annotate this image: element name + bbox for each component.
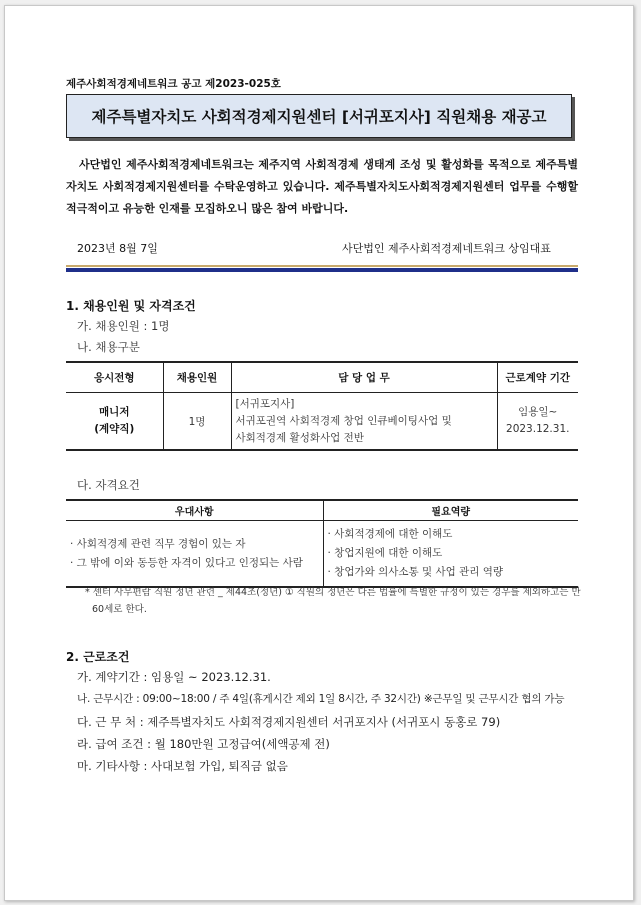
qualification-table bbox=[66, 499, 578, 588]
item-category: 나. 채용구분 bbox=[77, 340, 140, 354]
header-duty: 담 당 업 무 bbox=[231, 362, 497, 393]
header-period: 근로계약 기간 bbox=[497, 362, 578, 393]
cell-required bbox=[323, 521, 578, 588]
header-type: 응시전형 bbox=[66, 362, 163, 393]
period-line: 임용일~ bbox=[518, 406, 558, 418]
document-title: 제주특별자치도 사회적경제지원센터 [서귀포지사] 직원채용 재공고 bbox=[91, 108, 547, 126]
document-page bbox=[4, 5, 634, 901]
cell-count: 1명 bbox=[163, 393, 231, 451]
duty-line: [서귀포지사] bbox=[235, 397, 295, 410]
cell-preferred bbox=[66, 521, 323, 588]
duty-line: 서귀포권역 사회적경제 창업 인큐베이팅사업 및 bbox=[235, 414, 452, 427]
intro-paragraph: 사단법인 제주사회적경제네트워크는 제주지역 사회적경제 생태계 조성 및 활성화를 목적으로 제주특별자치도 사회적경제지원센터를 수탁운영하고 있습니다. 제주특별자치도사회적경제지원센터 업무를 수행할 적극적이고 유능한 인재를 모집하오니 많은 참여 바랍니다. bbox=[66, 158, 578, 215]
type-line: 매니저 bbox=[99, 406, 130, 418]
header-preferred: 우대사항 bbox=[66, 500, 323, 521]
recruitment-table-header bbox=[66, 362, 578, 393]
divider-navy bbox=[66, 268, 578, 272]
header-required: 필요역량 bbox=[323, 500, 578, 521]
qualification-table-header bbox=[66, 500, 578, 521]
condition-item: 나. 근무시간 : 09:00~18:00 / 주 4일(휴게시간 제외 1일 8시간, 주 32시간) ※근무일 및 근무시간 협의 가능 bbox=[77, 693, 565, 705]
condition-item: 마. 기타사항 : 사대보험 가입, 퇴직금 없음 bbox=[77, 759, 288, 773]
condition-item: 다. 근 무 처 : 제주특별자치도 사회적경제지원센터 서귀포지사 (서귀포시 동홍로 79) bbox=[77, 715, 501, 729]
document-title-box bbox=[66, 94, 572, 138]
list-item: · 사회적경제 관련 직무 경험이 있는 자 bbox=[70, 537, 246, 550]
header-count: 채용인원 bbox=[163, 362, 231, 393]
list-item: · 그 밖에 이와 동등한 자격이 있다고 인정되는 사람 bbox=[70, 556, 303, 569]
divider-gold bbox=[66, 265, 578, 267]
period-line: 2023.12.31. bbox=[506, 423, 570, 435]
signer: 사단법인 제주사회적경제네트워크 상임대표 bbox=[342, 242, 551, 255]
item-qualifications: 다. 자격요건 bbox=[77, 478, 140, 492]
table-row bbox=[66, 521, 578, 588]
type-line: (계약직) bbox=[94, 423, 135, 435]
list-item: · 사회적경제에 대한 이해도 bbox=[327, 528, 453, 540]
duty-line: 사회적경제 활성화사업 전반 bbox=[235, 431, 364, 444]
section2-heading: 2. 근로조건 bbox=[66, 650, 130, 664]
condition-item: 가. 계약기간 : 임용일 ~ 2023.12.31. bbox=[77, 670, 271, 684]
item-headcount: 가. 채용인원 : 1명 bbox=[77, 319, 170, 333]
table-row bbox=[66, 393, 578, 451]
notice-date: 2023년 8월 7일 bbox=[77, 242, 158, 255]
list-item: · 창업지원에 대한 이해도 bbox=[327, 547, 443, 559]
condition-item: 라. 급여 조건 : 월 180만원 고정급여(세액공제 전) bbox=[77, 737, 330, 751]
cell-duty bbox=[231, 393, 497, 451]
list-item: · 창업가와 의사소통 및 사업 관리 역량 bbox=[327, 566, 504, 578]
retirement-note: * 센터 사무편람 직원 정년 관련 _ 제44조(정년) ① 직원의 정년은 다른 법률에 특별한 규정이 있는 경우를 제외하고는 만 60세로 한다. bbox=[85, 587, 581, 615]
recruitment-table bbox=[66, 361, 578, 451]
cell-type bbox=[66, 393, 163, 451]
section1-heading: 1. 채용인원 및 자격조건 bbox=[66, 299, 196, 313]
cell-period bbox=[497, 393, 578, 451]
notice-number: 제주사회적경제네트워크 공고 제2023-025호 bbox=[66, 78, 281, 90]
